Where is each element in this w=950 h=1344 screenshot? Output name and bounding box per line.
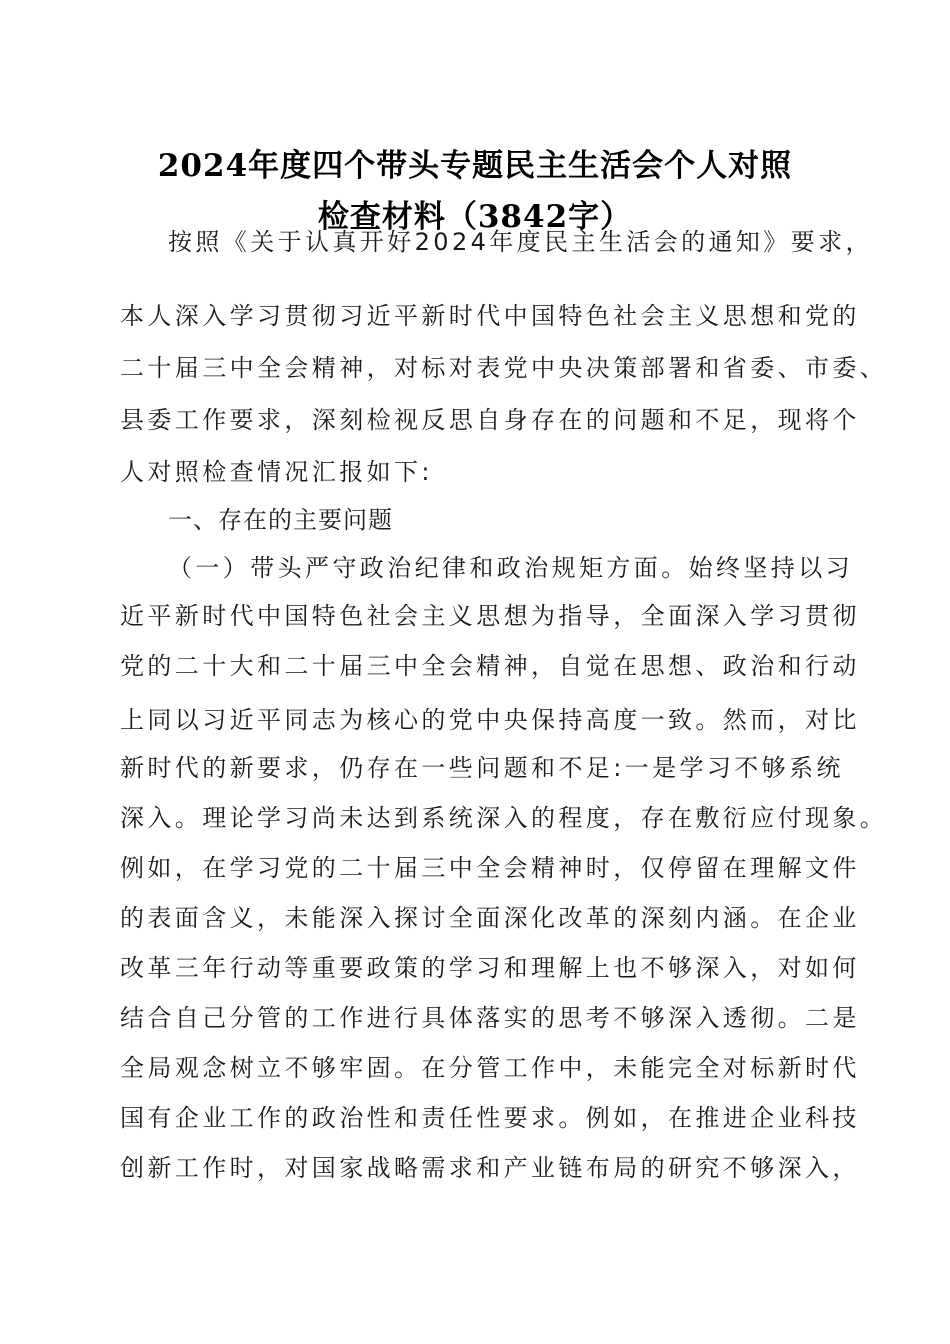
body-line: 新时代的新要求，仍存在一些问题和不足:一是学习不够系统: [120, 754, 844, 782]
document-title-line-1: 2024年度四个带头专题民主生活会个人对照: [157, 148, 793, 184]
body-line: 的表面含义，未能深入探讨全面深化改革的深刻内涵。在企业: [120, 904, 860, 932]
intro-line: 人对照检查情况汇报如下:: [120, 458, 433, 486]
document-title-line-2: 检查材料（3842字）: [317, 199, 633, 235]
body-line: 深入。理论学习尚未达到系统深入的程度，存在敷衍应付现象。: [120, 804, 888, 832]
body-line: 国有企业工作的政治性和责任性要求。例如，在推进企业科技: [120, 1104, 860, 1132]
body-line: 党的二十大和二十届三中全会精神，自觉在思想、政治和行动: [120, 652, 860, 680]
body-line: 近平新时代中国特色社会主义思想为指导，全面深入学习贯彻: [120, 602, 860, 630]
intro-line: 按照《关于认真开好2024年度民主生活会的通知》要求，: [168, 228, 873, 256]
body-line: 创新工作时，对国家战略需求和产业链布局的研究不够深入，: [120, 1154, 860, 1182]
intro-line: 二十届三中全会精神，对标对表党中央决策部署和省委、市委、: [120, 354, 888, 382]
body-line: 改革三年行动等重要政策的学习和理解上也不够深入，对如何: [120, 954, 860, 982]
body-line: （一）带头严守政治纪律和政治规矩方面。始终坚持以习: [168, 554, 853, 582]
body-line: 全局观念树立不够牢固。在分管工作中，未能完全对标新时代: [120, 1054, 860, 1082]
intro-line: 县委工作要求，深刻检视反思自身存在的问题和不足，现将个: [120, 406, 860, 434]
body-line: 例如，在学习党的二十届三中全会精神时，仅停留在理解文件: [120, 854, 860, 882]
section-heading: 一、存在的主要问题: [168, 506, 393, 534]
intro-line: 本人深入学习贯彻习近平新时代中国特色社会主义思想和党的: [120, 302, 860, 330]
body-line: 上同以习近平同志为核心的党中央保持高度一致。然而，对比: [120, 706, 860, 734]
body-line: 结合自己分管的工作进行具体落实的思考不够深入透彻。二是: [120, 1004, 860, 1032]
